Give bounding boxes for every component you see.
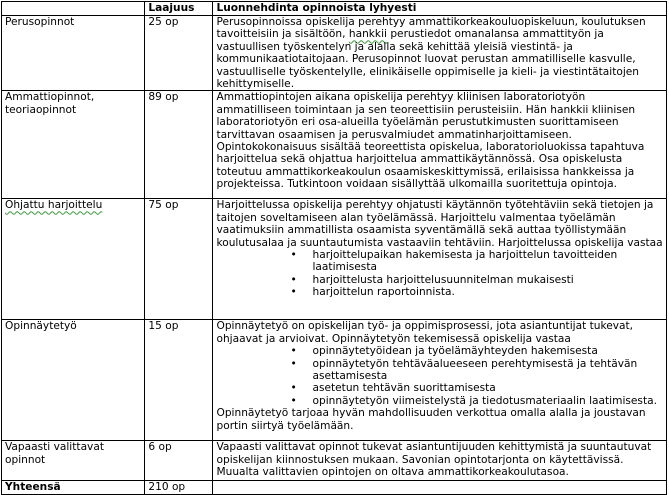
module-name: Opinnäytetyö	[2, 320, 145, 441]
module-description	[213, 320, 667, 441]
module-credits: 15 op	[145, 320, 213, 441]
list-item: • asetetun tehtävän suorittamisesta	[312, 382, 663, 394]
module-credits: 75 op	[145, 199, 213, 320]
table-row-ohjattu-harjoittelu	[2, 199, 667, 320]
table-row-vapaasti-valittavat	[2, 441, 667, 481]
total-credits: 210 op	[145, 481, 213, 494]
spellcheck-marked-word: hankkii	[348, 28, 387, 41]
study-structure-table	[1, 1, 667, 495]
description-text: perustiedot omanalansa ammattityön ja vastuullisen työskentelyn ja alalla sekä kehittää yleisiä viestintä- ja kommunikaatiotaitojaan. Perusopinnot luovat perustan ammatilliselle kasvulle, vastuulliselle työskentelylle, elinikäiselle oppimiselle ja kieli- ja viestintätaitojen kehittymiselle.	[216, 28, 640, 91]
list-item: • harjoittelun raportoinnista.	[312, 286, 663, 298]
description-text: Opinnäytetyö on opiskelijan työ- ja oppimisprosessi, jota asiantuntijat tukevat, ohjaavat ja arvioivat. Opinnäytetyön tekemisessä opiskelija vastaa	[216, 320, 634, 345]
bullet-list	[216, 249, 663, 299]
table-row-ammattiopinnot	[2, 91, 667, 199]
description-text: Perusopinnoissa opiskelija perehtyy ammattikorkeakouluopiskeluun, koulutuksen tavoitteisiin ja sisältöön,	[216, 16, 646, 41]
description-text: Harjoittelussa opiskelija perehtyy ohjatusti käytännön työtehtäviin sekä tietojen ja taitojen soveltamiseen alan työelämässä. Harjoittelu valmentaa työelämän vaatimuksiin ammatillista osaamista syventämällä sekä auttaa työllistymään koulutusalaa ja suuntautumista vastaaviin tehtäviin. Harjoittelussa opiskelija vastaa	[216, 199, 663, 249]
module-name-text: Ohjattu harjoittelu	[5, 199, 103, 212]
total-label: Yhteensä	[2, 481, 145, 494]
header-cell-credits: Laajuus	[145, 2, 213, 16]
list-item: • opinnäytetyön tehtäväalueeseen perehtymisestä ja tehtävän asettamisesta	[312, 358, 663, 383]
description-text: Opinnäytetyö tarjoaa hyvän mahdollisuuden verkottua omalla alalla ja joustavan portin siirtyä työelämään.	[216, 407, 646, 432]
module-name	[2, 199, 145, 320]
header-cell-description: Luonnehdinta opinnoista lyhyesti	[213, 2, 667, 16]
module-description: Vapaasti valittavat opinnot tukevat asiantuntijuuden kehittymistä ja suuntautuvat opiskelijan kiinnostuksen mukaan. Savonian opintotarjonta on käytettävissä. Muualta valittavien opintojen on oltava ammattikorkeakoulutasoa.	[213, 441, 667, 481]
header-cell-module	[2, 2, 145, 16]
module-description	[213, 199, 667, 320]
module-name: Vapaasti valittavat opinnot	[2, 441, 145, 481]
module-description: Ammattiopintojen aikana opiskelija perehtyy kliinisen laboratoriotyön ammatilliseen toimintaan ja sen teoreettisiin perusteisiin. Hän hankkii kliinisen laboratoriotyön eri osa-alueilla työelämän perustutkimusten suorittamiseen tarvittavan osaamisen ja perusvalmiudet ammatinharjoittamiseen. Opintokokonaisuus sisältää teoreettista opiskelua, laboratorioluokissa tapahtuva harjoittelua sekä ohjattua harjoittelua ammattikäytännössä. Osa opiskelusta toteutuu ammattikorkeakoulun osaamiskeskittymissä, erilaisissa hankkeissa ja projekteissa. Tutkintoon voidaan sisällyttää ulkomailla suoritettuja opintoja.	[213, 91, 667, 199]
module-description	[213, 16, 667, 91]
bullet-list	[216, 345, 663, 407]
module-name: Perusopinnot	[2, 16, 145, 91]
module-credits: 6 op	[145, 441, 213, 481]
table-row-opinnaytetyo	[2, 320, 667, 441]
list-item: • harjoittelusta harjoittelusuunnitelman mukaisesti	[312, 274, 663, 286]
module-name: Ammattiopinnot, teoriaopinnot	[2, 91, 145, 199]
table-header-row	[2, 2, 667, 16]
list-item: • opinnäytetyön viimeistelystä ja tiedotusmateriaalin laatimisesta.	[312, 395, 663, 407]
module-credits: 89 op	[145, 91, 213, 199]
module-credits: 25 op	[145, 16, 213, 91]
list-item: • harjoittelupaikan hakemisesta ja harjoittelun tavoitteiden laatimisesta	[312, 249, 663, 274]
list-item: • opinnäytetyöidean ja työelämäyhteyden hakemisesta	[312, 345, 663, 357]
table-row-perusopinnot	[2, 16, 667, 91]
